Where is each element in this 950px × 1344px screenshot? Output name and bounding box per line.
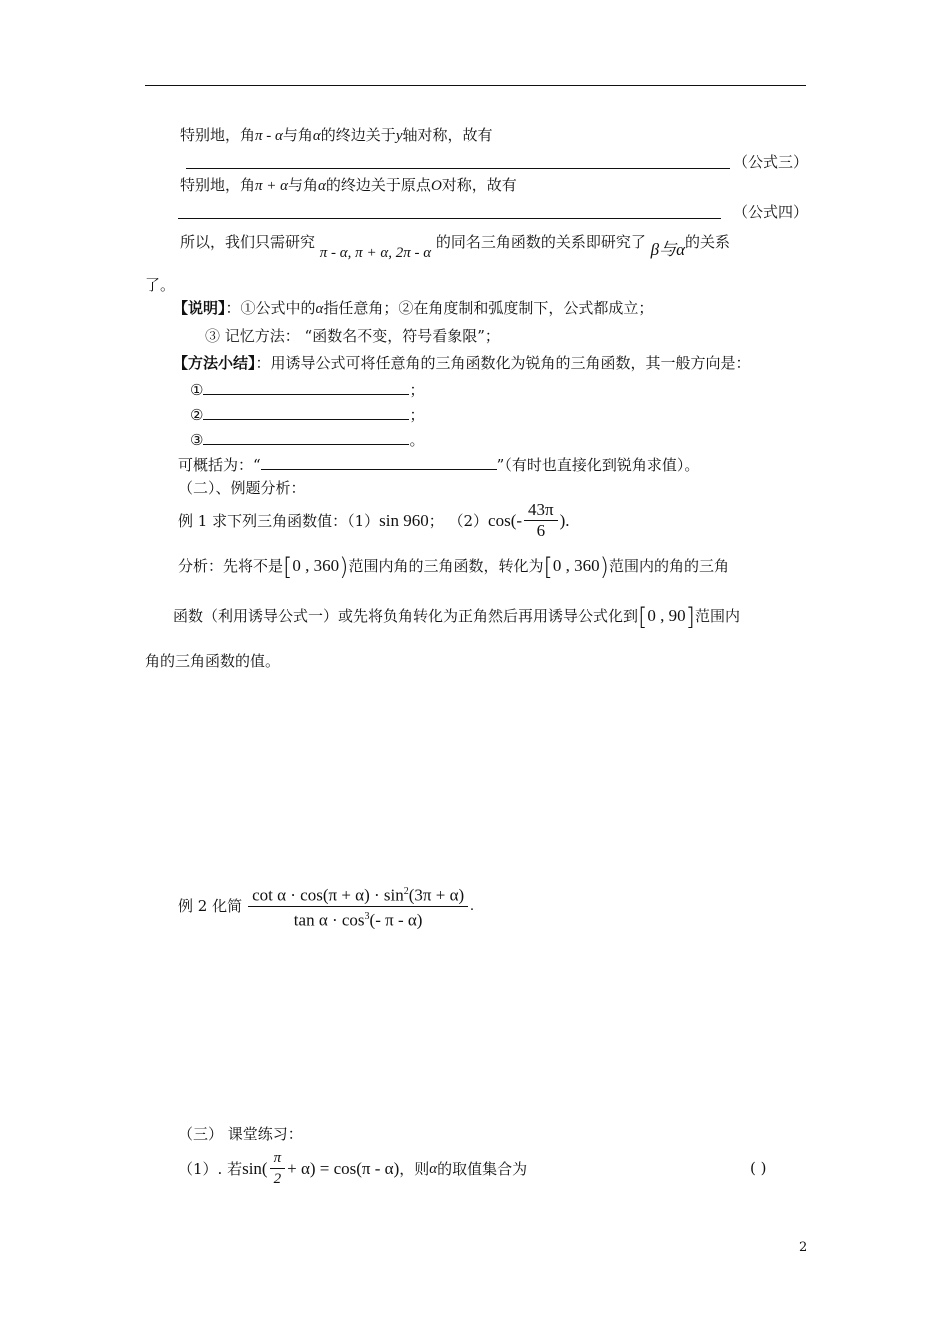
math-expr: + α) = cos(π - α) [287, 1158, 400, 1178]
text: . [470, 898, 474, 915]
answer-paren[interactable]: ( ) [750, 1159, 767, 1177]
summary-blank[interactable] [261, 453, 497, 470]
text: 范围内 [695, 607, 741, 625]
left-bracket: [ [638, 603, 648, 631]
text: 的终边关于原点 [325, 176, 431, 194]
math-cos: cos(- [488, 510, 523, 530]
numerator: 43π [524, 500, 558, 521]
numerator: $\cot \alpha \cdot \cos(\pi + \alpha) \cdot \sin^2(3\pi + \alpha)$ [248, 882, 468, 907]
right-paren: ) [599, 553, 610, 581]
method-item-2 [190, 403, 424, 425]
text: 所以，我们只需研究 [180, 233, 316, 251]
fraction [524, 500, 558, 541]
method-item-3 [190, 428, 424, 450]
text: 指任意角；②在角度制和弧度制下，公式都成立； [323, 299, 654, 317]
text: 函数（利用诱导公式一）或先将负角转化为正角然后再用诱导公式化到 [173, 607, 639, 625]
text: 特别地，角 [180, 176, 256, 194]
formula4-label: （公式四） [733, 203, 809, 221]
note-head: 【说明】 [173, 299, 226, 317]
right-bracket: ] [685, 603, 696, 631]
math-range: 0 , 90 [647, 606, 686, 625]
section2-title: （二）、例题分析： [178, 479, 306, 497]
math-sin960: sin 960 [379, 510, 429, 530]
text: 的同名三角函数的关系即研究了 [435, 233, 646, 251]
fraction [270, 1148, 286, 1189]
left-bracket: [ [283, 553, 293, 581]
text: ； [409, 406, 425, 424]
text: 可概括为：“ [178, 456, 261, 474]
method-blank-3[interactable] [203, 428, 409, 445]
item-number: ③ [190, 431, 204, 449]
summary-line [178, 453, 699, 475]
text: 范围内的角的三角 [609, 557, 730, 575]
line-pi-minus-alpha [180, 125, 493, 146]
method-item-1 [190, 378, 424, 400]
text: 例 1 求下列三角函数值：（1） [178, 511, 380, 530]
text: （1）. 若 [178, 1159, 243, 1178]
denominator: 6 [536, 521, 546, 540]
page-number: 2 [799, 1240, 808, 1255]
formula3-label: （公式三） [733, 153, 809, 171]
text: ：用诱导公式可将任意角的三角函数化为锐角的三角函数，其一般方向是： [255, 354, 751, 372]
math-alpha: α [429, 1160, 438, 1177]
math-beta-alpha: β与α [650, 240, 686, 259]
text: 与角 [288, 176, 319, 194]
math-alpha: α [315, 301, 324, 317]
text: ； [409, 381, 425, 399]
text: 与角 [282, 126, 313, 144]
text: 分析：先将不是 [178, 557, 284, 575]
denominator: $\tan \alpha \cdot \cos^3(-$ π - α) [293, 910, 423, 930]
math-y: y [395, 128, 403, 144]
study-line-cont: 了。 [145, 276, 176, 294]
math-sin: sin( [242, 1158, 268, 1178]
right-paren: ) [339, 553, 349, 581]
line-pi-plus-alpha [180, 175, 517, 196]
text: 的取值集合为 [437, 1159, 528, 1178]
example2 [178, 882, 474, 930]
math-close: ). [559, 510, 570, 530]
memory-line: ③ 记忆方法： “函数名不变，符号看象限”； [205, 327, 500, 345]
item-number: ② [190, 406, 204, 424]
numerator: π [270, 1148, 286, 1169]
text: 特别地，角 [180, 126, 256, 144]
text: 轴对称，故有 [402, 126, 493, 144]
math-expr: π - α, π + α, 2π - α [319, 245, 432, 261]
exercise1 [178, 1148, 527, 1189]
math-range: 0 , 360 [552, 556, 600, 575]
text: 例 2 化简 [178, 897, 243, 916]
text: ”（有时也直接化到锐角求值）。 [496, 456, 700, 474]
method-line [173, 353, 751, 373]
math-alpha: α [318, 178, 326, 194]
text: 的关系 [685, 233, 731, 251]
text: ，则 [399, 1159, 430, 1178]
text: 对称，故有 [441, 176, 517, 194]
math-expr: π + α [255, 178, 289, 194]
header-rule [145, 85, 806, 86]
denominator: 2 [273, 1171, 282, 1187]
fraction [248, 882, 468, 930]
example1 [178, 500, 570, 541]
study-line [180, 232, 731, 261]
text: ：①公式中的 [225, 299, 316, 317]
item-number: ① [190, 381, 204, 399]
math-o: O [430, 178, 442, 194]
math-alpha: α [312, 128, 321, 144]
analysis-line-3: 角的三角函数的值。 [145, 652, 281, 670]
method-blank-1[interactable] [203, 378, 409, 395]
method-blank-2[interactable] [203, 403, 409, 420]
formula3-blank[interactable] [186, 168, 730, 169]
method-head: 【方法小结】 [173, 354, 256, 372]
math-expr: π - α [255, 128, 283, 144]
section3-title: （三） 课堂练习： [178, 1125, 303, 1143]
text: ； （2） [428, 511, 489, 530]
math-range: 0 , 360 [292, 556, 340, 575]
text: 。 [409, 431, 425, 449]
text: 的终边关于 [320, 126, 396, 144]
left-bracket: [ [543, 553, 553, 581]
formula4-blank[interactable] [178, 218, 721, 219]
analysis-line-2 [173, 603, 741, 631]
note-line [173, 298, 653, 319]
analysis-line-1 [178, 553, 730, 581]
text: 范围内角的三角函数，转化为 [348, 557, 544, 575]
